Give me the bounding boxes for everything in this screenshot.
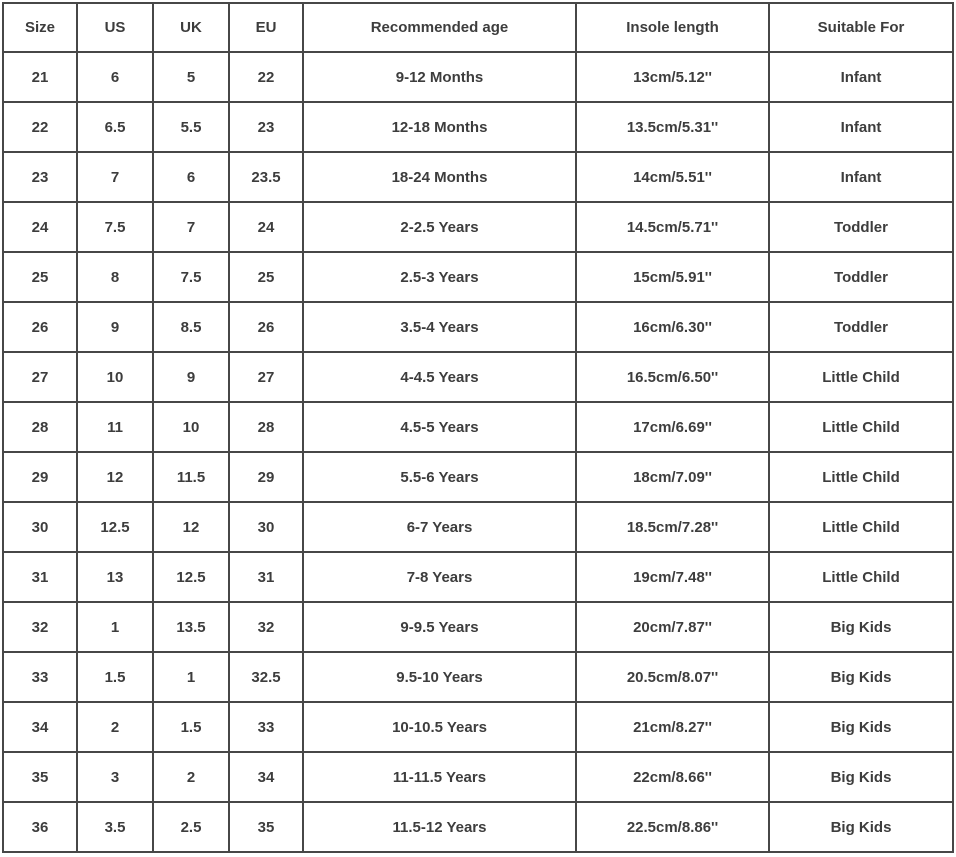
table-cell: 33 [3,652,77,702]
table-cell: Little Child [769,402,953,452]
table-cell: Little Child [769,502,953,552]
table-cell: Toddler [769,252,953,302]
table-cell: 5 [153,52,229,102]
table-cell: 3.5 [77,802,153,852]
table-cell: 34 [3,702,77,752]
table-cell: 10 [77,352,153,402]
table-cell: Infant [769,152,953,202]
table-cell: 18.5cm/7.28'' [576,502,769,552]
table-cell: 28 [3,402,77,452]
table-cell: 32 [229,602,303,652]
table-cell: 2 [77,702,153,752]
table-cell: 7.5 [77,202,153,252]
table-cell: 1.5 [153,702,229,752]
table-row [3,502,953,552]
table-cell: 12 [153,502,229,552]
table-cell: 12-18 Months [303,102,576,152]
table-cell: 24 [3,202,77,252]
table-row [3,552,953,602]
table-cell: Infant [769,52,953,102]
table-cell: 13.5cm/5.31'' [576,102,769,152]
table-cell: Big Kids [769,752,953,802]
table-row [3,602,953,652]
table-cell: 30 [229,502,303,552]
table-cell: 17cm/6.69'' [576,402,769,452]
table-cell: 16.5cm/6.50'' [576,352,769,402]
table-cell: 33 [229,702,303,752]
table-cell: 7 [153,202,229,252]
column-header: Recommended age [303,3,576,52]
table-row [3,102,953,152]
table-cell: 29 [229,452,303,502]
table-cell: 1 [153,652,229,702]
table-cell: 21 [3,52,77,102]
table-cell: 6 [153,152,229,202]
table-cell: 27 [3,352,77,402]
table-row [3,302,953,352]
table-cell: Little Child [769,452,953,502]
table-cell: 11.5 [153,452,229,502]
table-row [3,802,953,852]
table-cell: 9 [77,302,153,352]
table-cell: 9.5-10 Years [303,652,576,702]
table-cell: 2.5-3 Years [303,252,576,302]
table-row [3,352,953,402]
table-cell: Big Kids [769,702,953,752]
table-cell: 9-9.5 Years [303,602,576,652]
table-cell: Infant [769,102,953,152]
column-header: Suitable For [769,3,953,52]
table-row [3,52,953,102]
table-cell: 14.5cm/5.71'' [576,202,769,252]
table-cell: 25 [3,252,77,302]
table-row [3,152,953,202]
table-cell: 32.5 [229,652,303,702]
table-cell: 1.5 [77,652,153,702]
table-cell: 16cm/6.30'' [576,302,769,352]
table-cell: 9 [153,352,229,402]
table-cell: 4-4.5 Years [303,352,576,402]
table-cell: 12.5 [153,552,229,602]
table-cell: 10 [153,402,229,452]
table-cell: 29 [3,452,77,502]
table-cell: 26 [3,302,77,352]
table-cell: 31 [229,552,303,602]
table-cell: 18cm/7.09'' [576,452,769,502]
table-cell: 7 [77,152,153,202]
table-cell: 22.5cm/8.86'' [576,802,769,852]
table-row [3,202,953,252]
table-cell: 2 [153,752,229,802]
table-cell: 26 [229,302,303,352]
table-cell: Little Child [769,352,953,402]
table-cell: 2.5 [153,802,229,852]
table-cell: 36 [3,802,77,852]
table-row [3,402,953,452]
table-cell: 34 [229,752,303,802]
column-header: UK [153,3,229,52]
table-cell: 12 [77,452,153,502]
table-cell: 23 [3,152,77,202]
table-cell: 8.5 [153,302,229,352]
table-cell: 20.5cm/8.07'' [576,652,769,702]
table-cell: 13 [77,552,153,602]
table-cell: 35 [3,752,77,802]
table-cell: 28 [229,402,303,452]
table-row [3,652,953,702]
table-cell: 11-11.5 Years [303,752,576,802]
table-cell: 5.5-6 Years [303,452,576,502]
table-cell: 23.5 [229,152,303,202]
table-cell: 8 [77,252,153,302]
column-header: Insole length [576,3,769,52]
table-row [3,252,953,302]
table-cell: 19cm/7.48'' [576,552,769,602]
table-cell: 24 [229,202,303,252]
table-cell: 4.5-5 Years [303,402,576,452]
table-cell: 18-24 Months [303,152,576,202]
table-cell: 7.5 [153,252,229,302]
table-cell: 6-7 Years [303,502,576,552]
table-cell: 13.5 [153,602,229,652]
table-cell: 3 [77,752,153,802]
table-cell: 11 [77,402,153,452]
table-cell: 22 [3,102,77,152]
header-row [3,3,953,52]
table-cell: 25 [229,252,303,302]
table-cell: 6 [77,52,153,102]
table-cell: 1 [77,602,153,652]
table-cell: 31 [3,552,77,602]
table-cell: 10-10.5 Years [303,702,576,752]
table-body [3,52,953,852]
table-cell: 22 [229,52,303,102]
table-row [3,702,953,752]
table-cell: 3.5-4 Years [303,302,576,352]
table-cell: 35 [229,802,303,852]
table-cell: 5.5 [153,102,229,152]
table-cell: Toddler [769,302,953,352]
table-cell: Big Kids [769,602,953,652]
column-header: US [77,3,153,52]
table-cell: 22cm/8.66'' [576,752,769,802]
table-cell: 32 [3,602,77,652]
table-cell: 11.5-12 Years [303,802,576,852]
table-cell: Toddler [769,202,953,252]
table-cell: 14cm/5.51'' [576,152,769,202]
column-header: EU [229,3,303,52]
table-cell: 13cm/5.12'' [576,52,769,102]
table-cell: Little Child [769,552,953,602]
table-row [3,452,953,502]
table-cell: 7-8 Years [303,552,576,602]
table-cell: 27 [229,352,303,402]
size-chart-table [2,2,954,853]
table-cell: Big Kids [769,802,953,852]
table-cell: 9-12 Months [303,52,576,102]
table-cell: 2-2.5 Years [303,202,576,252]
table-cell: 23 [229,102,303,152]
table-cell: Big Kids [769,652,953,702]
table-cell: 20cm/7.87'' [576,602,769,652]
table-cell: 30 [3,502,77,552]
table-cell: 21cm/8.27'' [576,702,769,752]
table-cell: 15cm/5.91'' [576,252,769,302]
table-row [3,752,953,802]
table-cell: 12.5 [77,502,153,552]
column-header: Size [3,3,77,52]
table-cell: 6.5 [77,102,153,152]
